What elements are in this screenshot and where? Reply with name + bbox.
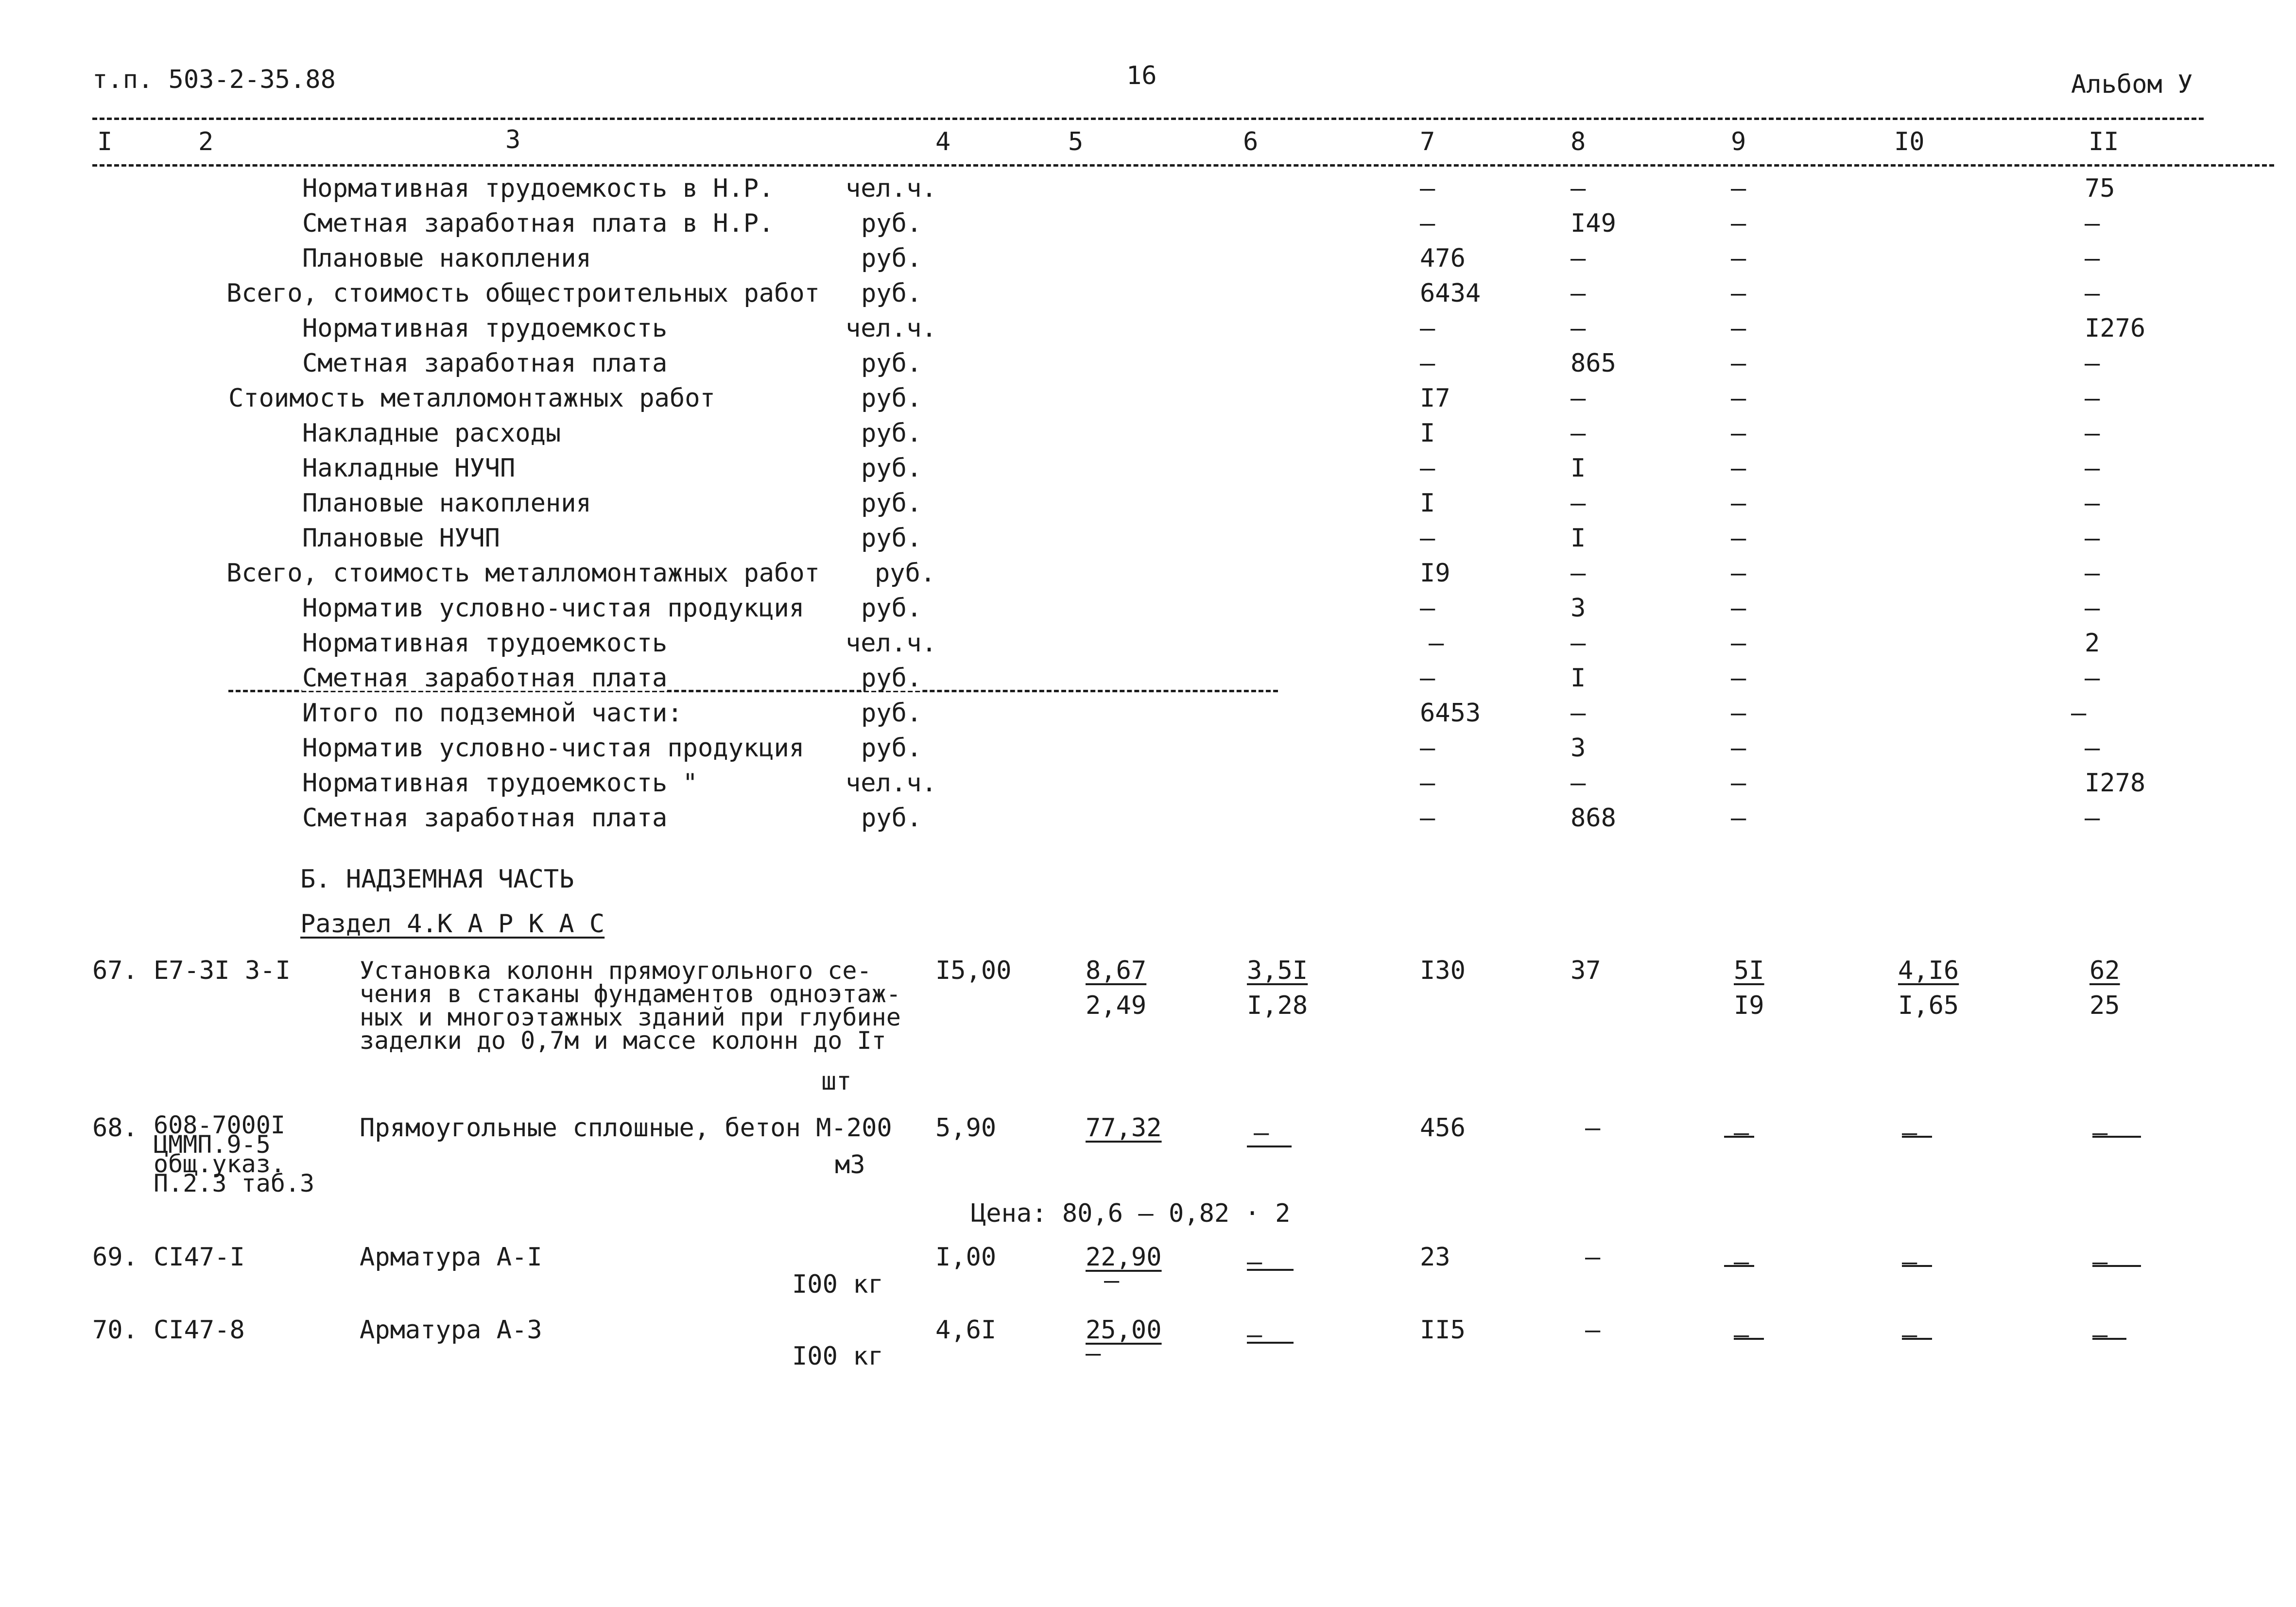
- summary-c9: –: [1731, 559, 1746, 588]
- summary-c9: –: [1731, 279, 1746, 308]
- item-c9-top: 5I: [1734, 956, 1764, 985]
- summary-c8: –: [1571, 384, 1586, 413]
- summary-c8: I: [1571, 664, 1586, 693]
- col-head-2: 2: [198, 127, 214, 156]
- summary-c9: –: [1731, 384, 1746, 413]
- summary-unit: чел.ч.: [846, 314, 937, 343]
- summary-c8: –: [1571, 699, 1586, 728]
- summary-label: Всего, стоимость общестроительных работ: [226, 279, 820, 308]
- summary-c8: –: [1571, 174, 1586, 203]
- summary-c7: –: [1420, 349, 1435, 378]
- fraction-bar: [2092, 1338, 2126, 1340]
- col-head-3: 3: [505, 125, 521, 154]
- summary-c9: –: [1731, 314, 1746, 343]
- summary-c8: –: [1571, 559, 1586, 588]
- summary-unit: руб.: [875, 559, 936, 588]
- summary-c9: –: [1731, 699, 1746, 728]
- item-c5-top: 8,67: [1086, 956, 1147, 985]
- item-number: 67.: [92, 956, 138, 985]
- item-c7: 23: [1420, 1243, 1450, 1272]
- item-unit: I00 кг: [792, 1342, 883, 1371]
- summary-unit: руб.: [861, 384, 922, 413]
- item-description: Установка колонн прямоугольного се- чения в стаканы фундаментов одноэтаж- ных и многоэтажных зданий при глубине заделки до 0,7м и массе колонн до Iт: [360, 957, 901, 1055]
- summary-c8: –: [1571, 314, 1586, 343]
- item-c11-bottom: 25: [2089, 991, 2120, 1020]
- fraction-bar: [1902, 1136, 1932, 1138]
- item-c6: –: [1247, 1248, 1262, 1277]
- summary-c11: –: [2085, 489, 2100, 518]
- item-number: 69.: [92, 1243, 138, 1272]
- item-c8: –: [1585, 1243, 1601, 1272]
- col-head-8: 8: [1571, 127, 1586, 156]
- summary-label: Накладные НУЧП: [302, 454, 516, 483]
- summary-c7: –: [1420, 314, 1435, 343]
- item-number: 68.: [92, 1113, 138, 1143]
- item-quantity: 5,90: [935, 1113, 997, 1143]
- item-c7: 456: [1420, 1113, 1466, 1143]
- summary-unit: руб.: [861, 699, 922, 728]
- summary-c9: –: [1731, 244, 1746, 273]
- item-c5-top: 25,00: [1086, 1316, 1162, 1345]
- summary-c8: 868: [1571, 804, 1616, 833]
- summary-unit: руб.: [861, 594, 922, 623]
- summary-label: Сметная заработная плата: [302, 804, 668, 833]
- summary-c9: –: [1731, 629, 1746, 658]
- summary-unit: руб.: [861, 664, 922, 693]
- item-c8: 37: [1571, 956, 1601, 985]
- summary-c9: –: [1731, 489, 1746, 518]
- col-head-1: I: [97, 127, 113, 156]
- item-c11: –: [2092, 1320, 2108, 1350]
- summary-unit: руб.: [861, 349, 922, 378]
- summary-unit: руб.: [861, 804, 922, 833]
- header-bottom-rule: [92, 164, 2274, 167]
- summary-c11: –: [2085, 384, 2100, 413]
- summary-c11: –: [2085, 279, 2100, 308]
- item-c5-bottom: 2,49: [1086, 991, 1147, 1020]
- item-c9: –: [1734, 1118, 1749, 1147]
- summary-c7: –: [1420, 209, 1435, 238]
- summary-c9: –: [1731, 804, 1746, 833]
- col-head-9: 9: [1731, 127, 1746, 156]
- summary-c11: 75: [2085, 174, 2115, 203]
- item-c9: –: [1734, 1320, 1749, 1350]
- summary-c8: –: [1571, 489, 1586, 518]
- summary-label: Плановые накопления: [302, 489, 591, 518]
- item-c10: –: [1902, 1118, 1917, 1147]
- summary-c8: 3: [1571, 734, 1586, 763]
- fraction-bar: [1247, 1269, 1294, 1271]
- item-description: Прямоугольные сплошные, бетон М-200: [360, 1113, 892, 1143]
- summary-unit: чел.ч.: [846, 174, 937, 203]
- summary-label: Всего, стоимость металломонтажных работ: [226, 559, 820, 588]
- item-quantity: 4,6I: [935, 1316, 997, 1345]
- summary-c8: –: [1571, 419, 1586, 448]
- item-c5-bottom: –: [1104, 1266, 1120, 1295]
- item-unit: м3: [835, 1150, 865, 1180]
- summary-c7: 476: [1420, 244, 1466, 273]
- item-c10: –: [1902, 1248, 1917, 1277]
- item-description: Арматура А-I: [360, 1243, 542, 1272]
- summary-c7: 6434: [1420, 279, 1481, 308]
- summary-label: Нормативная трудоемкость: [302, 314, 668, 343]
- section-title: Б. НАДЗЕМНАЯ ЧАСТЬ: [300, 865, 574, 894]
- item-description: Арматура А-3: [360, 1316, 542, 1345]
- summary-c7: –: [1420, 594, 1435, 623]
- item-c9: –: [1734, 1248, 1749, 1277]
- item-quantity: I5,00: [935, 956, 1012, 985]
- col-head-5: 5: [1068, 127, 1084, 156]
- summary-c7: –: [1420, 804, 1435, 833]
- col-head-7: 7: [1420, 127, 1435, 156]
- summary-c7: –: [1420, 664, 1435, 693]
- summary-c8: –: [1571, 244, 1586, 273]
- summary-c8: I: [1571, 454, 1586, 483]
- summary-c11: I278: [2085, 769, 2146, 798]
- summary-unit: руб.: [861, 209, 922, 238]
- item-c10-top: 4,I6: [1898, 956, 1959, 985]
- summary-c11: –: [2085, 664, 2100, 693]
- summary-label: Нормативная трудоемкость: [302, 629, 668, 658]
- page-number: 16: [1126, 61, 1157, 90]
- summary-c9: –: [1731, 454, 1746, 483]
- price-formula: Цена: 80,6 – 0,82 · 2: [971, 1199, 1291, 1228]
- summary-unit: руб.: [861, 279, 922, 308]
- item-c8: –: [1585, 1316, 1601, 1345]
- summary-label: Норматив условно-чистая продукция: [302, 594, 805, 623]
- summary-label: Нормативная трудоемкость ": [302, 769, 698, 798]
- item-c10: –: [1902, 1320, 1917, 1350]
- section-subtitle: Раздел 4.К А Р К А С: [300, 909, 605, 939]
- summary-unit: руб.: [861, 524, 922, 553]
- summary-c7: I9: [1420, 559, 1450, 588]
- summary-c7: –: [1429, 629, 1444, 658]
- summary-c9: –: [1731, 209, 1746, 238]
- summary-c7: –: [1420, 174, 1435, 203]
- summary-unit: руб.: [861, 454, 922, 483]
- summary-c9: –: [1731, 769, 1746, 798]
- summary-c7: I: [1420, 489, 1435, 518]
- summary-unit: руб.: [861, 419, 922, 448]
- item-c6: –: [1247, 1320, 1262, 1350]
- summary-label: Накладные расходы: [302, 419, 561, 448]
- item-unit: шт: [821, 1067, 852, 1096]
- item-c11: –: [2092, 1248, 2108, 1277]
- item-c7: II5: [1420, 1316, 1466, 1345]
- summary-unit: чел.ч.: [846, 629, 937, 658]
- item-c7: I30: [1420, 956, 1466, 985]
- album-label: Альбом У: [2071, 70, 2193, 99]
- fraction-bar: [1734, 1338, 1764, 1340]
- item-c6-bottom: I,28: [1247, 991, 1308, 1020]
- header-top-rule: [92, 118, 2204, 120]
- summary-c8: I: [1571, 524, 1586, 553]
- summary-label: Итого по подземной части:: [302, 699, 683, 728]
- summary-c11: –: [2085, 419, 2100, 448]
- summary-c9: –: [1731, 524, 1746, 553]
- item-c11: –: [2092, 1118, 2108, 1147]
- summary-c11: –: [2085, 804, 2100, 833]
- item-number: 70.: [92, 1316, 138, 1345]
- summary-c11: –: [2085, 349, 2100, 378]
- summary-unit: руб.: [861, 489, 922, 518]
- summary-c7: 6453: [1420, 699, 1481, 728]
- item-c5-bottom: –: [1086, 1339, 1101, 1368]
- summary-label: Сметная заработная плата: [302, 349, 668, 378]
- summary-c8: –: [1571, 769, 1586, 798]
- fraction-bar: [1247, 1145, 1292, 1147]
- col-head-10: I0: [1894, 127, 1925, 156]
- summary-c11: –: [2071, 699, 2087, 728]
- summary-label: Стоимость металломонтажных работ: [228, 384, 715, 413]
- summary-c9: –: [1731, 174, 1746, 203]
- summary-c9: –: [1731, 594, 1746, 623]
- summary-c11: 2: [2085, 629, 2100, 658]
- summary-c7: I: [1420, 419, 1435, 448]
- summary-c7: –: [1420, 769, 1435, 798]
- item-code: 608-7000I ЦММП.9-5 общ.указ. П.2.3 таб.3: [154, 1111, 315, 1197]
- summary-c9: –: [1731, 349, 1746, 378]
- summary-unit: руб.: [861, 244, 922, 273]
- summary-c7: –: [1420, 734, 1435, 763]
- item-code: Е7-3I 3-I: [154, 956, 291, 985]
- item-code: СI47-I: [154, 1243, 245, 1272]
- item-c10-bottom: I,65: [1898, 991, 1959, 1020]
- fraction-bar: [2092, 1136, 2141, 1138]
- item-c11-top: 62: [2089, 956, 2120, 985]
- item-unit: I00 кг: [792, 1270, 883, 1299]
- fraction-bar: [1902, 1265, 1932, 1267]
- summary-c8: 3: [1571, 594, 1586, 623]
- summary-c8: 865: [1571, 349, 1616, 378]
- summary-label: Нормативная трудоемкость в Н.Р.: [302, 174, 774, 203]
- col-head-11: II: [2089, 127, 2119, 156]
- summary-c11: –: [2085, 454, 2100, 483]
- summary-c8: –: [1571, 629, 1586, 658]
- fraction-bar: [1902, 1338, 1932, 1340]
- summary-c9: –: [1731, 664, 1746, 693]
- summary-c9: –: [1731, 419, 1746, 448]
- summary-label: Норматив условно-чистая продукция: [302, 734, 805, 763]
- item-c5-top: 77,32: [1086, 1113, 1162, 1143]
- item-c6-top: 3,5I: [1247, 956, 1308, 985]
- item-c5-top: 22,90: [1086, 1243, 1162, 1272]
- item-code: СI47-8: [154, 1316, 245, 1345]
- summary-c11: –: [2085, 594, 2100, 623]
- summary-c7: –: [1420, 454, 1435, 483]
- fraction-bar: [1724, 1265, 1754, 1267]
- summary-c11: –: [2085, 244, 2100, 273]
- col-head-4: 4: [935, 127, 951, 156]
- doc-code: т.п. 503-2-35.88: [92, 65, 336, 94]
- summary-c9: –: [1731, 734, 1746, 763]
- summary-c11: –: [2085, 209, 2100, 238]
- summary-c7: I7: [1420, 384, 1450, 413]
- summary-label: Плановые НУЧП: [302, 524, 500, 553]
- summary-c11: –: [2085, 524, 2100, 553]
- summary-label: Плановые накопления: [302, 244, 591, 273]
- summary-c8: –: [1571, 279, 1586, 308]
- fraction-bar: [2092, 1265, 2141, 1267]
- summary-c11: –: [2085, 559, 2100, 588]
- item-c9-bottom: I9: [1734, 991, 1764, 1020]
- col-head-6: 6: [1243, 127, 1259, 156]
- summary-label: Сметная заработная плата: [302, 664, 668, 693]
- summary-c8: I49: [1571, 209, 1616, 238]
- summary-unit: чел.ч.: [846, 769, 937, 798]
- summary-c11: –: [2085, 734, 2100, 763]
- summary-label: Сметная заработная плата в Н.Р.: [302, 209, 774, 238]
- summary-c7: –: [1420, 524, 1435, 553]
- fraction-bar: [1247, 1342, 1294, 1344]
- fraction-bar: [1724, 1136, 1754, 1138]
- item-quantity: I,00: [935, 1243, 997, 1272]
- summary-c11: I276: [2085, 314, 2146, 343]
- item-c6: –: [1254, 1118, 1269, 1147]
- item-c8: –: [1585, 1113, 1601, 1143]
- summary-unit: руб.: [861, 734, 922, 763]
